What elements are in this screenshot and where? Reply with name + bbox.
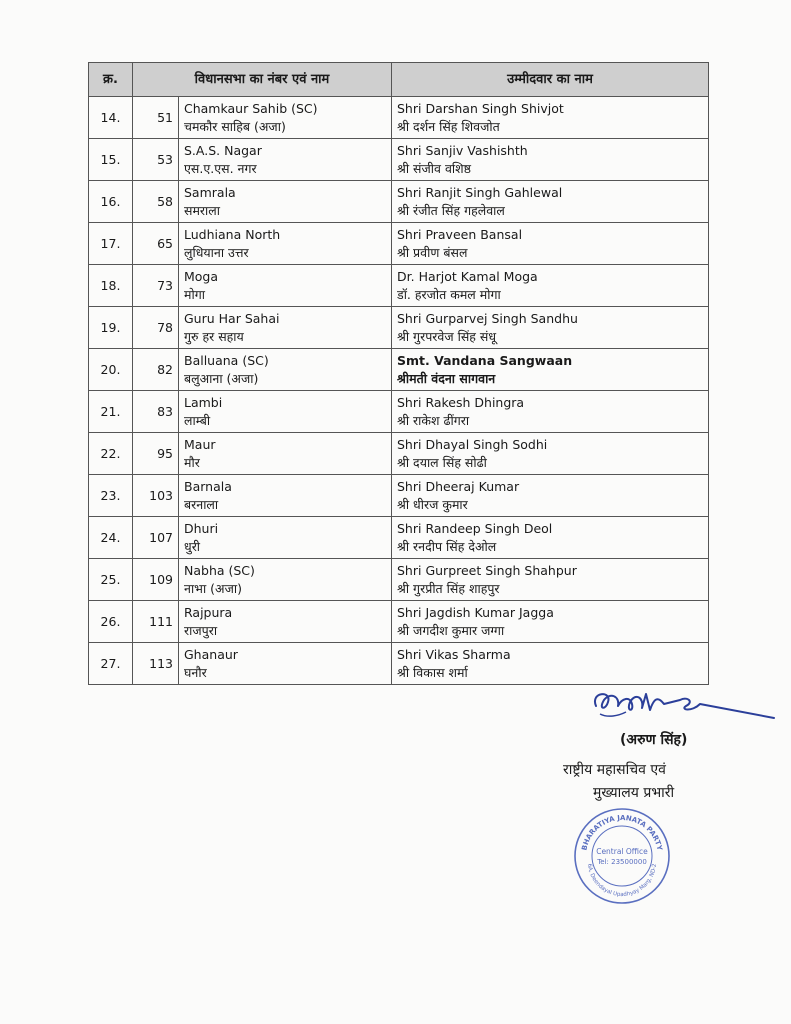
constituency-name-en: Samrala xyxy=(184,184,236,200)
table-row xyxy=(89,307,709,349)
candidate-name-en: Dr. Harjot Kamal Moga xyxy=(397,268,538,284)
header-candidate: उम्मीदवार का नाम xyxy=(392,63,709,97)
row-serial: 21. xyxy=(89,391,133,433)
row-ac-number: 95 xyxy=(133,433,179,475)
table-row xyxy=(89,265,709,307)
row-serial: 16. xyxy=(89,181,133,223)
row-constituency xyxy=(179,139,392,181)
candidate-name-hi: श्री राकेश ढींगरा xyxy=(397,412,470,428)
candidate-name-hi: श्री संजीव वशिष्ठ xyxy=(397,160,471,176)
row-constituency xyxy=(179,223,392,265)
stamp-address-text: 6A, Deendayal Upadhyay Marg, ND-2 xyxy=(586,863,658,899)
party-stamp xyxy=(572,806,672,906)
table-row xyxy=(89,223,709,265)
constituency-name-hi: लुधियाना उत्तर xyxy=(184,244,249,260)
table-row xyxy=(89,559,709,601)
candidate-table xyxy=(88,62,709,685)
row-candidate xyxy=(392,433,709,475)
table-row xyxy=(89,139,709,181)
constituency-name-en: Barnala xyxy=(184,478,232,494)
row-ac-number: 53 xyxy=(133,139,179,181)
row-candidate xyxy=(392,643,709,685)
row-serial: 17. xyxy=(89,223,133,265)
table-row xyxy=(89,391,709,433)
candidate-name-en: Shri Sanjiv Vashishth xyxy=(397,142,528,158)
row-constituency xyxy=(179,559,392,601)
signatory-name: (अरुण सिंह) xyxy=(620,732,688,748)
candidate-name-hi: श्री रंजीत सिंह गहलेवाल xyxy=(397,202,505,218)
constituency-name-hi: बलुआना (अजा) xyxy=(184,370,259,386)
row-serial: 24. xyxy=(89,517,133,559)
row-ac-number: 107 xyxy=(133,517,179,559)
candidate-name-hi: श्री विकास शर्मा xyxy=(397,664,468,680)
constituency-name-hi: एस.ए.एस. नगर xyxy=(184,160,257,176)
constituency-name-en: S.A.S. Nagar xyxy=(184,142,262,158)
svg-text:6A, Deendayal Upadhyay Marg, N xyxy=(586,863,658,898)
candidate-name-en: Shri Rakesh Dhingra xyxy=(397,394,525,410)
row-serial: 18. xyxy=(89,265,133,307)
table-row xyxy=(89,601,709,643)
table-header-row xyxy=(89,63,709,97)
row-constituency xyxy=(179,391,392,433)
row-serial: 20. xyxy=(89,349,133,391)
row-serial: 15. xyxy=(89,139,133,181)
row-candidate xyxy=(392,349,709,391)
candidate-name-hi: श्री रनदीप सिंह देओल xyxy=(397,538,497,554)
row-ac-number: 103 xyxy=(133,475,179,517)
table-row xyxy=(89,475,709,517)
table-row xyxy=(89,97,709,139)
row-ac-number: 83 xyxy=(133,391,179,433)
row-candidate xyxy=(392,97,709,139)
row-constituency xyxy=(179,433,392,475)
row-ac-number: 65 xyxy=(133,223,179,265)
constituency-name-hi: नाभा (अजा) xyxy=(184,580,242,596)
stamp-line-1: Central Office xyxy=(596,847,648,856)
constituency-name-en: Nabha (SC) xyxy=(184,562,255,578)
row-candidate xyxy=(392,139,709,181)
candidate-name-en: Shri Randeep Singh Deol xyxy=(397,520,553,536)
row-serial: 27. xyxy=(89,643,133,685)
candidate-name-en: Shri Gurpreet Singh Shahpur xyxy=(397,562,577,578)
row-constituency xyxy=(179,517,392,559)
constituency-name-hi: मौर xyxy=(184,454,200,470)
candidate-name-hi: श्री प्रवीण बंसल xyxy=(397,244,468,260)
signature-image xyxy=(560,684,780,724)
row-ac-number: 82 xyxy=(133,349,179,391)
candidate-name-hi: श्री गुरप्रीत सिंह शाहपुर xyxy=(397,580,500,596)
candidate-name-en: Smt. Vandana Sangwaan xyxy=(397,352,573,368)
row-candidate xyxy=(392,307,709,349)
candidate-name-en: Shri Gurparvej Singh Sandhu xyxy=(397,310,578,326)
constituency-name-en: Ludhiana North xyxy=(184,226,281,242)
candidate-name-en: Shri Ranjit Singh Gahlewal xyxy=(397,184,563,200)
constituency-name-hi: बरनाला xyxy=(184,496,219,512)
row-candidate xyxy=(392,601,709,643)
stamp-line-2: Tel: 23500000 xyxy=(597,858,647,866)
row-ac-number: 111 xyxy=(133,601,179,643)
row-candidate xyxy=(392,391,709,433)
row-ac-number: 73 xyxy=(133,265,179,307)
candidate-name-hi: श्री धीरज कुमार xyxy=(397,496,468,512)
candidate-name-en: Shri Jagdish Kumar Jagga xyxy=(397,604,554,620)
candidate-name-en: Shri Darshan Singh Shivjot xyxy=(397,100,564,116)
row-ac-number: 58 xyxy=(133,181,179,223)
row-constituency xyxy=(179,601,392,643)
constituency-name-en: Maur xyxy=(184,436,216,452)
table-row xyxy=(89,181,709,223)
row-serial: 19. xyxy=(89,307,133,349)
table-row xyxy=(89,349,709,391)
row-serial: 25. xyxy=(89,559,133,601)
candidate-name-hi: डॉ. हरजोत कमल मोगा xyxy=(397,286,501,302)
candidate-name-en: Shri Praveen Bansal xyxy=(397,226,523,242)
candidate-name-en: Shri Dheeraj Kumar xyxy=(397,478,520,494)
constituency-name-hi: राजपुरा xyxy=(184,622,218,638)
row-constituency xyxy=(179,475,392,517)
row-candidate xyxy=(392,559,709,601)
row-constituency xyxy=(179,643,392,685)
row-constituency xyxy=(179,307,392,349)
row-candidate xyxy=(392,223,709,265)
constituency-name-en: Balluana (SC) xyxy=(184,352,269,368)
candidate-name-hi: श्रीमती वंदना सागवान xyxy=(397,370,496,386)
constituency-name-hi: गुरु हर सहाय xyxy=(184,328,244,344)
row-serial: 14. xyxy=(89,97,133,139)
constituency-name-en: Rajpura xyxy=(184,604,233,620)
designation-line-2: मुख्यालय प्रभारी xyxy=(593,785,675,801)
stamp-org-text: BHARATIYA JANATA PARTY xyxy=(580,813,664,852)
row-candidate xyxy=(392,517,709,559)
table-row xyxy=(89,433,709,475)
candidate-name-hi: श्री जगदीश कुमार जग्गा xyxy=(397,622,505,638)
header-constituency: विधानसभा का नंबर एवं नाम xyxy=(133,63,392,97)
row-constituency xyxy=(179,265,392,307)
header-sno: क्र. xyxy=(89,63,133,97)
row-serial: 22. xyxy=(89,433,133,475)
candidate-name-hi: श्री दयाल सिंह सोढी xyxy=(397,454,487,470)
candidate-name-hi: श्री दर्शन सिंह शिवजोत xyxy=(397,118,500,134)
constituency-name-hi: मोगा xyxy=(184,286,205,302)
row-serial: 26. xyxy=(89,601,133,643)
constituency-name-hi: घनौर xyxy=(184,664,207,680)
constituency-name-en: Dhuri xyxy=(184,520,219,536)
row-constituency xyxy=(179,181,392,223)
row-candidate xyxy=(392,475,709,517)
constituency-name-en: Lambi xyxy=(184,394,223,410)
row-candidate xyxy=(392,181,709,223)
constituency-name-en: Chamkaur Sahib (SC) xyxy=(184,100,318,116)
candidate-name-en: Shri Vikas Sharma xyxy=(397,646,511,662)
constituency-name-en: Ghanaur xyxy=(184,646,238,662)
row-ac-number: 113 xyxy=(133,643,179,685)
candidate-name-en: Shri Dhayal Singh Sodhi xyxy=(397,436,548,452)
constituency-name-hi: समराला xyxy=(184,202,220,218)
constituency-name-hi: लाम्बी xyxy=(184,412,211,428)
row-constituency xyxy=(179,349,392,391)
constituency-name-en: Moga xyxy=(184,268,219,284)
constituency-name-hi: धुरी xyxy=(184,538,201,554)
row-candidate xyxy=(392,265,709,307)
designation-line-1: राष्ट्रीय महासचिव एवं xyxy=(563,762,666,778)
row-ac-number: 78 xyxy=(133,307,179,349)
row-serial: 23. xyxy=(89,475,133,517)
candidate-name-hi: श्री गुरपरवेज सिंह संधू xyxy=(397,328,497,344)
constituency-name-en: Guru Har Sahai xyxy=(184,310,280,326)
table-row xyxy=(89,517,709,559)
constituency-name-hi: चमकौर साहिब (अजा) xyxy=(184,118,286,134)
row-constituency xyxy=(179,97,392,139)
row-ac-number: 51 xyxy=(133,97,179,139)
row-ac-number: 109 xyxy=(133,559,179,601)
table-row xyxy=(89,643,709,685)
